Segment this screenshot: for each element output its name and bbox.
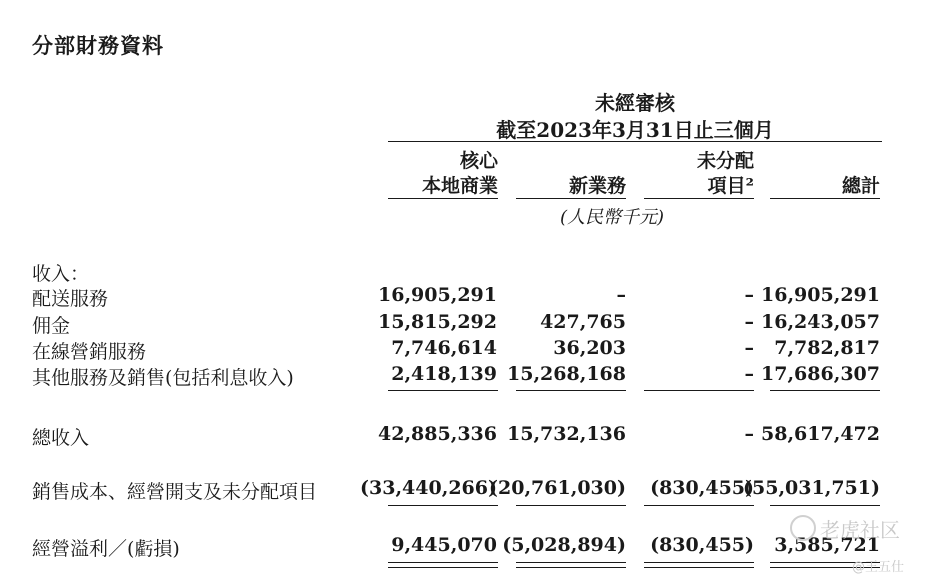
subtotal-rule-new [516, 390, 626, 391]
cell-total-revenue-core: 42,885,336 [378, 423, 497, 445]
row-label-other-services: 其他服務及銷售(包括利息收入) [32, 367, 294, 389]
cell-other-services-total: 17,686,307 [761, 363, 880, 385]
profit-rule-core [388, 505, 498, 506]
cell-commission-new: 427,765 [540, 311, 626, 333]
cell-delivery-total: 16,905,291 [761, 284, 880, 306]
cell-online-marketing-core: 7,746,614 [391, 337, 497, 359]
column-unallocated-line2: 項目² [707, 175, 754, 197]
cell-commission-core: 15,815,292 [378, 311, 497, 333]
profit-rule-unallocated [644, 505, 754, 506]
cell-total-revenue-new: 15,732,136 [507, 423, 626, 445]
cell-other-services-core: 2,418,139 [391, 363, 497, 385]
double-rule-core [388, 562, 498, 568]
subtotal-rule-unallocated [644, 390, 754, 391]
row-label-operating-profit: 經營溢利／(虧損) [32, 538, 180, 560]
row-label-commission: 佣金 [32, 315, 71, 337]
cell-commission-total: 16,243,057 [761, 311, 880, 333]
subtotal-rule-total [770, 390, 880, 391]
cell-online-marketing-total: 7,782,817 [774, 337, 880, 359]
column-rule-new [516, 198, 626, 199]
profit-rule-total [770, 505, 880, 506]
cell-operating-profit-total: 3,585,721 [774, 534, 880, 556]
double-rule-new [516, 562, 626, 568]
column-rule-total [770, 198, 880, 199]
currency-unit: (人民幣千元) [560, 207, 665, 228]
cell-costs-total: (55,031,751) [743, 477, 880, 499]
double-rule-unallocated [644, 562, 754, 568]
watermark-site: 老虎社区 [820, 518, 900, 542]
column-total: 總計 [841, 175, 880, 197]
cell-other-services-unallocated: – [744, 363, 754, 385]
column-core-line1: 核心 [459, 150, 498, 172]
column-unallocated-line1: 未分配 [696, 150, 754, 172]
cell-costs-core: (33,440,266) [360, 477, 497, 499]
cell-delivery-unallocated: – [744, 284, 754, 306]
column-core-line2: 本地商業 [421, 175, 498, 197]
row-label-costs: 銷售成本、經營開支及未分配項目 [32, 481, 318, 503]
watermark-logo-icon [790, 515, 816, 541]
cell-total-revenue-unallocated: – [744, 423, 754, 445]
profit-rule-new [516, 505, 626, 506]
row-label-total-revenue: 總收入 [32, 427, 90, 449]
cell-online-marketing-unallocated: – [744, 337, 754, 359]
column-new-business: 新業務 [568, 175, 626, 197]
cell-operating-profit-core: 9,445,070 [391, 534, 497, 556]
cell-commission-unallocated: – [744, 311, 754, 333]
cell-delivery-new: – [616, 284, 626, 306]
cell-online-marketing-new: 36,203 [553, 337, 626, 359]
cell-costs-new: (20,761,030) [489, 477, 626, 499]
audit-status-header: 未經審核 [595, 91, 675, 115]
cell-costs-unallocated: (830,455) [650, 477, 754, 499]
row-label-delivery: 配送服務 [32, 288, 109, 310]
header-rule [388, 141, 882, 142]
subtotal-rule-core [388, 390, 498, 391]
cell-other-services-new: 15,268,168 [507, 363, 626, 385]
cell-operating-profit-new: (5,028,894) [502, 534, 626, 556]
revenue-section-label: 收入： [32, 263, 90, 285]
cell-operating-profit-unallocated: (830,455) [650, 534, 754, 556]
watermark-user: @王五仕 [852, 560, 905, 575]
period-header: 截至2023年3月31日止三個月 [496, 118, 774, 142]
page-title: 分部財務資料 [32, 33, 164, 58]
column-rule-core [388, 198, 498, 199]
column-rule-unallocated [644, 198, 754, 199]
cell-delivery-core: 16,905,291 [378, 284, 497, 306]
row-label-online-marketing: 在線營銷服務 [32, 341, 147, 363]
cell-total-revenue-total: 58,617,472 [761, 423, 880, 445]
